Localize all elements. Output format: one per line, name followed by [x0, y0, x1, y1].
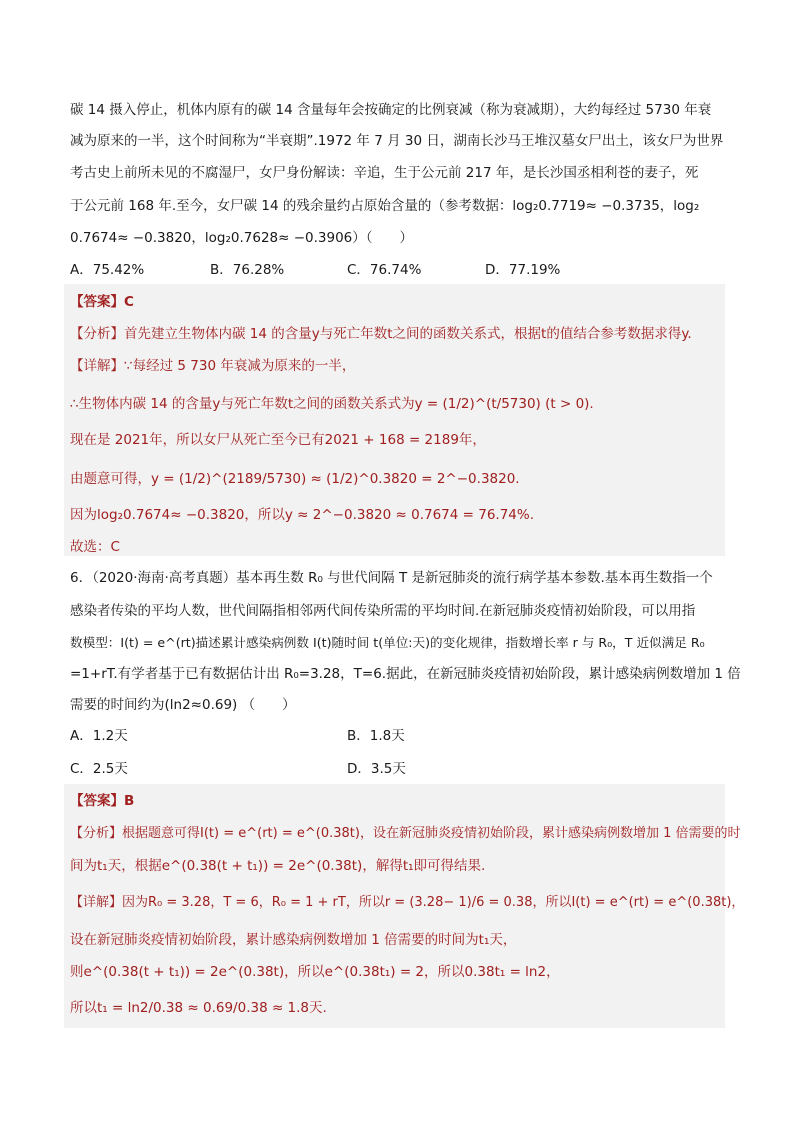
q6-detail-line-4: 所以t₁ = ln2/0.38 ≈ 0.69/0.38 ≈ 1.8天. — [70, 1000, 327, 1016]
q5-answer: 【答案】C — [70, 294, 134, 310]
q5-option-b: B．76.28% — [210, 262, 285, 278]
q6-option-c: C．2.5天 — [70, 761, 128, 777]
q5-conclusion: 故选：C — [70, 539, 120, 555]
q6-option-d: D．3.5天 — [347, 761, 406, 777]
q5-detail-line-1: 【详解】∵每经过 5 730 年衰减为原来的一半， — [70, 358, 356, 374]
q5-stem-line-4: 于公元前 168 年.至今，女尸碳 14 的残余量约占原始含量的（参考数据：log₂0.7719≈ −0.3735，log₂ — [70, 198, 700, 214]
q6-answer: 【答案】B — [70, 793, 135, 809]
q6-stem-line-2: 感染者传染的平均人数，世代间隔指相邻两代间传染所需的平均时间.在新冠肺炎疫情初始阶段，可以用指 — [70, 603, 696, 619]
q6-detail-line-2: 设在新冠肺炎疫情初始阶段，累计感染病例数增加 1 倍需要的时间为t₁天， — [70, 932, 517, 948]
q6-stem-line-1: 6．（2020·海南·高考真题）基本再生数 R₀ 与世代间隔 T 是新冠肺炎的流行病学基本参数.基本再生数指一个 — [70, 570, 713, 586]
q5-detail-line-2: ∴生物体内碳 14 的含量y与死亡年数t之间的函数关系式为y = (1/2)^(t/5730) (t > 0). — [70, 396, 594, 412]
q6-stem-line-3: 数模型：I(t) = e^(rt)描述累计感染病例数 I(t)随时间 t(单位:天)的变化规律，指数增长率 r 与 R₀，T 近似满足 R₀ — [70, 635, 705, 650]
q6-stem-line-5: 需要的时间约为(ln2≈0.69) （ ） — [70, 697, 296, 713]
q5-detail-line-3: 现在是 2021年，所以女尸从死亡至今已有2021 + 168 = 2189年， — [70, 432, 486, 448]
q6-analysis-line-2: 间为t₁天，根据e^(0.38(t + t₁)) = 2e^(0.38t)，解得t₁即可得结果. — [70, 858, 486, 874]
q5-analysis: 【分析】首先建立生物体内碳 14 的含量y与死亡年数t之间的函数关系式，根据t的值结合参考数据求得y. — [70, 326, 692, 342]
q6-option-a: A．1.2天 — [70, 728, 128, 744]
q5-option-c: C．76.74% — [347, 262, 422, 278]
q6-detail-line-1: 【详解】因为R₀ = 3.28，T = 6，R₀ = 1 + rT，所以r = (3.28− 1)/6 = 0.38，所以I(t) = e^(rt) = e^(0.38t)， — [70, 895, 745, 910]
q6-option-b: B．1.8天 — [347, 728, 405, 744]
q5-detail-line-4: 由题意可得，y = (1/2)^(2189/5730) ≈ (1/2)^0.3820 = 2^−0.3820. — [70, 471, 520, 487]
q6-analysis-line-1: 【分析】根据题意可得I(t) = e^(rt) = e^(0.38t)，设在新冠肺炎疫情初始阶段，累计感染病例数增加 1 倍需要的时 — [70, 826, 741, 841]
q5-stem-line-5: 0.7674≈ −0.3820，log₂0.7628≈ −0.3906）（ ） — [70, 230, 414, 246]
q5-stem-line-1: 碳 14 摄入停止，机体内原有的碳 14 含量每年会按确定的比例衰减（称为衰减期），大约每经过 5730 年衰 — [70, 102, 712, 118]
q5-option-a: A．75.42% — [70, 262, 145, 278]
q5-stem-line-3: 考古史上前所未见的不腐湿尸，女尸身份解读：辛追，生于公元前 217 年，是长沙国丞相利苍的妻子，死 — [70, 165, 699, 181]
q5-detail-line-5: 因为log₂0.7674≈ −0.3820，所以y ≈ 2^−0.3820 ≈ 0.7674 = 76.74%. — [70, 507, 535, 523]
q5-option-d: D．77.19% — [485, 262, 561, 278]
q6-stem-line-4: =1+rT.有学者基于已有数据估计出 R₀=3.28，T=6.据此，在新冠肺炎疫情初始阶段，累计感染病例数增加 1 倍 — [70, 666, 741, 682]
q5-stem-line-2: 减为原来的一半，这个时间称为“半衰期”.1972 年 7 月 30 日，湖南长沙马王堆汉墓女尸出土，该女尸为世界 — [70, 133, 724, 149]
q6-detail-line-3: 则e^(0.38(t + t₁)) = 2e^(0.38t)，所以e^(0.38t₁) = 2，所以0.38t₁ = ln2， — [70, 964, 560, 980]
